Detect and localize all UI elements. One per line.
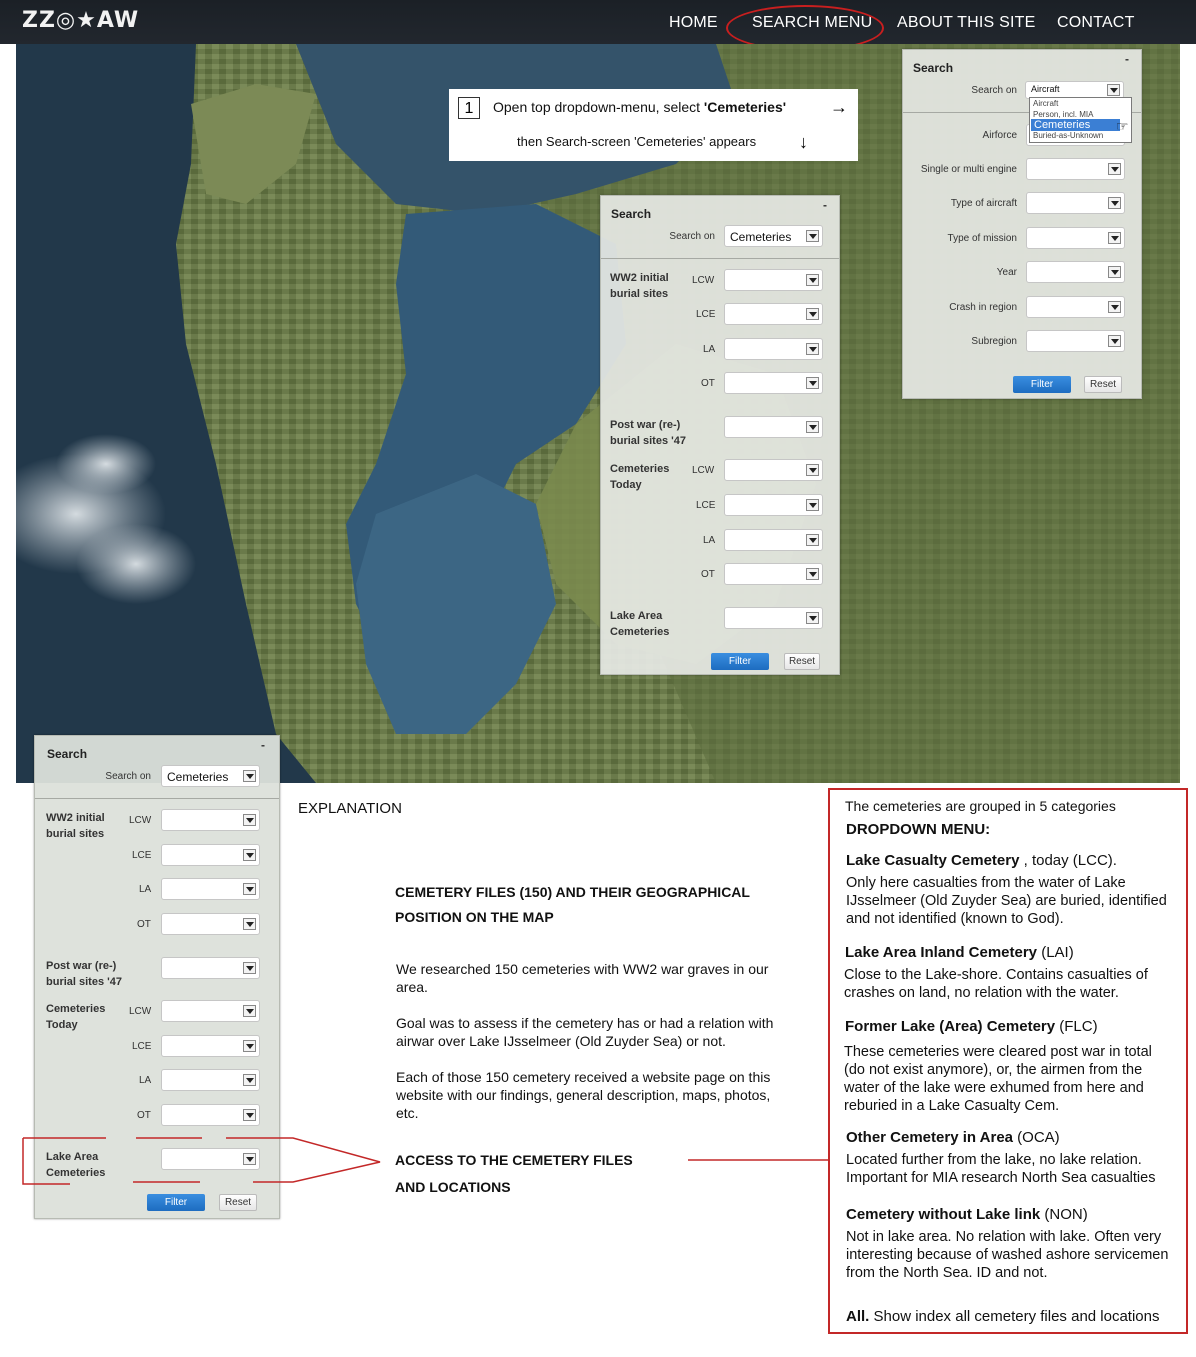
- sub-label-la: LA: [703, 535, 716, 546]
- category-name: Former Lake (Area) Cemetery: [845, 1018, 1056, 1035]
- sub-label-lcw: LCW: [692, 275, 715, 286]
- access-line2: AND LOCATIONS: [395, 1179, 511, 1195]
- explanation-paragraph-3: Each of those 150 cemetery received a website page on this website with our findings, general description, maps, photos, etc.: [396, 1069, 771, 1121]
- group-label-ww2: WW2 initial burial sites: [46, 812, 105, 840]
- sub-label-lce: LCE: [132, 1041, 152, 1052]
- category-code: (FLC): [1055, 1018, 1098, 1035]
- nav-about[interactable]: ABOUT THIS SITE: [897, 14, 1036, 31]
- step-instruction-text: Open top dropdown-menu, select: [493, 99, 704, 115]
- category-lcc-title: [846, 852, 1117, 870]
- category-oca-title: [846, 1129, 1060, 1147]
- search-on-value: Aircraft: [1031, 84, 1060, 94]
- dropdown-option[interactable]: Aircraft: [1033, 99, 1059, 108]
- filter-button[interactable]: Filter: [1013, 376, 1071, 393]
- category-name: Lake Area Inland Cemetery: [845, 944, 1038, 961]
- dropdown-option[interactable]: Buried-as-Unknown: [1033, 131, 1104, 140]
- search-on-label: Search on: [669, 231, 715, 242]
- step-number: 1: [458, 97, 480, 119]
- reset-button[interactable]: Reset: [1084, 376, 1122, 393]
- field-label: Type of mission: [947, 233, 1017, 244]
- field-label: Year: [996, 267, 1017, 278]
- category-name: Lake Casualty Cemetery: [846, 852, 1020, 869]
- explanation-heading: EXPLANATION: [298, 800, 402, 817]
- explanation-paragraph-1: We researched 150 cemeteries with WW2 war graves in our area.: [396, 961, 769, 995]
- step-instruction-line2: then Search-screen 'Cemeteries' appears: [517, 134, 757, 149]
- category-code: (OCA): [1013, 1129, 1060, 1146]
- explanation-title-line1: CEMETERY FILES (150) AND THEIR GEOGRAPHICAL: [395, 884, 750, 900]
- category-code: , today (LCC).: [1019, 852, 1117, 869]
- category-name: Other Cemetery in Area: [846, 1129, 1014, 1146]
- arrow-right-icon: →: [830, 97, 848, 117]
- dropdown-heading: DROPDOWN MENU:: [846, 821, 991, 838]
- sub-label-la: LA: [139, 884, 152, 895]
- arrow-down-icon: ↓: [799, 132, 808, 152]
- group-label-lake-area: Lake Area Cemeteries: [46, 1151, 106, 1179]
- nav-home[interactable]: HOME: [669, 14, 718, 31]
- panel-title: Search: [47, 747, 88, 761]
- nav-search-menu[interactable]: SEARCH MENU: [752, 14, 873, 31]
- category-all: [846, 1308, 1160, 1326]
- sub-label-lce: LCE: [696, 500, 716, 511]
- search-on-value: Cemeteries: [730, 230, 792, 244]
- field-label: Single or multi engine: [920, 164, 1017, 175]
- filter-button[interactable]: Filter: [147, 1194, 205, 1211]
- category-lai-title: [845, 944, 1074, 962]
- sub-label-lcw: LCW: [129, 815, 152, 826]
- category-lai-desc: Close to the Lake-shore. Contains casualties of crashes on land, no relation with the water.: [844, 967, 1148, 1001]
- group-label-postwar: Post war (re-) burial sites '47: [610, 419, 686, 447]
- sub-label-lce: LCE: [696, 309, 716, 320]
- category-code: (NON): [1040, 1206, 1088, 1223]
- explanation-paragraph-2: Goal was to assess if the cemetery has or had a relation with airwar over Lake IJsselmeer (Old Zuyder Sea) or not.: [396, 1015, 774, 1049]
- sub-label-ot: OT: [137, 919, 151, 930]
- sub-label-lcw: LCW: [692, 465, 715, 476]
- dropdown-option[interactable]: Person, incl. MIA: [1033, 110, 1094, 119]
- search-on-label: Search on: [971, 85, 1017, 96]
- step-instruction-bold: 'Cemeteries': [703, 99, 787, 115]
- search-on-value: Cemeteries: [167, 770, 229, 784]
- category-non-desc: Not in lake area. No relation with lake. Often very interesting because of washed ashore servicemen from the North Sea. ID and not.: [846, 1229, 1169, 1281]
- categories-box: [828, 788, 1188, 1334]
- panel-title: Search: [913, 61, 954, 75]
- sub-label-la: LA: [139, 1075, 152, 1086]
- sub-label-ot: OT: [701, 569, 715, 580]
- minimize-button[interactable]: -: [823, 198, 827, 212]
- field-label: Subregion: [971, 336, 1017, 347]
- all-label: All.: [846, 1308, 870, 1325]
- group-label-ww2: WW2 initial burial sites: [610, 272, 669, 300]
- sub-label-ot: OT: [701, 378, 715, 389]
- access-line1: ACCESS TO THE CEMETERY FILES: [395, 1152, 633, 1168]
- category-non-title: [846, 1206, 1088, 1224]
- field-label: Crash in region: [949, 302, 1017, 313]
- group-label-postwar: Post war (re-) burial sites '47: [46, 960, 122, 988]
- category-name: Cemetery without Lake link: [846, 1206, 1041, 1223]
- mouse-cursor-icon: ☞: [1116, 118, 1129, 134]
- filter-button[interactable]: Filter: [711, 653, 769, 670]
- explanation-title-line2: POSITION ON THE MAP: [395, 909, 554, 925]
- sub-label-la: LA: [703, 344, 716, 355]
- nav-contact[interactable]: CONTACT: [1057, 14, 1135, 31]
- site-logo[interactable]: ZZ◎★AW: [22, 8, 140, 33]
- all-text: Show index all cemetery files and locations: [869, 1308, 1160, 1325]
- group-label-lake-area: Lake Area Cemeteries: [610, 610, 670, 638]
- field-label: Airforce: [982, 130, 1017, 141]
- categories-intro: The cemeteries are grouped in 5 categories: [845, 798, 1116, 814]
- category-flc-desc: These cemeteries were cleared post war in total (do not exist anymore), or, the airmen from the water of the lake were exhumed from here and reburied in a Lake Casualty Cem.: [844, 1044, 1152, 1114]
- sub-label-lcw: LCW: [129, 1006, 152, 1017]
- group-label-today: Cemeteries Today: [46, 1003, 106, 1031]
- reset-button[interactable]: Reset: [784, 653, 820, 670]
- reset-button[interactable]: Reset: [219, 1194, 257, 1211]
- category-oca-desc: Located further from the lake, no lake relation. Important for MIA research North Sea casualties: [846, 1152, 1156, 1186]
- sub-label-lce: LCE: [132, 850, 152, 861]
- sub-label-ot: OT: [137, 1110, 151, 1121]
- field-label: Type of aircraft: [950, 198, 1017, 209]
- minimize-button[interactable]: -: [261, 738, 265, 752]
- dropdown-option-selected[interactable]: Cemeteries: [1031, 119, 1120, 131]
- panel-title: Search: [611, 207, 652, 221]
- category-lcc-desc: Only here casualties from the water of Lake IJsselmeer (Old Zuyder Sea) are buried, identified and not identified (known to God).: [846, 875, 1167, 927]
- search-on-label: Search on: [105, 771, 151, 782]
- minimize-button[interactable]: -: [1125, 52, 1129, 66]
- category-code: (LAI): [1037, 944, 1074, 961]
- category-flc-title: [845, 1018, 1098, 1036]
- group-label-today: Cemeteries Today: [610, 463, 670, 491]
